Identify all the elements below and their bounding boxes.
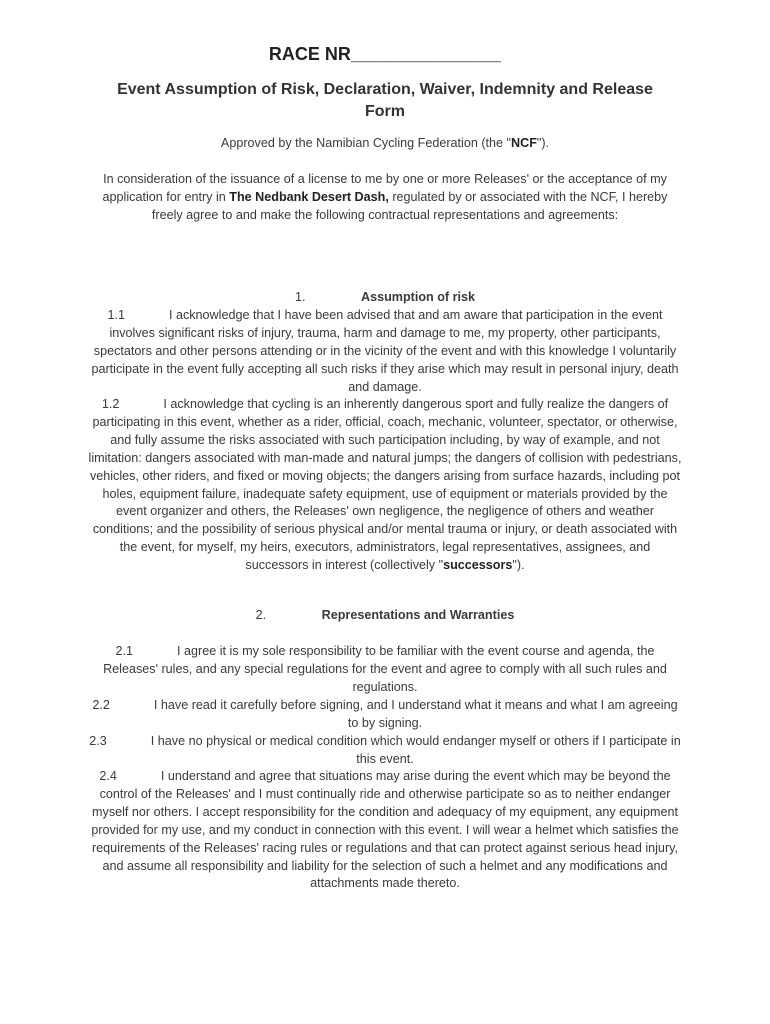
paragraph-number: 2.2 xyxy=(92,698,110,712)
paragraph-text: I have read it carefully before signing, and I understand what it means and what I am agreeing to by signing. xyxy=(153,698,678,730)
intro-paragraph xyxy=(100,170,670,224)
paragraph-2-4 xyxy=(88,768,682,893)
paragraph-number: 2.1 xyxy=(115,644,134,658)
section-2-title: Representations and Warranties xyxy=(321,608,515,622)
paragraph-2-1 xyxy=(88,643,682,697)
race-number-line: RACE NR_______________ xyxy=(268,44,502,64)
paragraph-1-2 xyxy=(88,396,682,575)
form-title: Event Assumption of Risk, Declaration, Waiver, Indemnity and Release Form xyxy=(117,81,653,120)
section-1-heading xyxy=(60,290,710,304)
section-2-heading xyxy=(60,608,710,622)
paragraph-text: I acknowledge that cycling is an inherently dangerous sport and fully realize the dangers of participating in this event, whether as a rider, official, coach, mechanic, volunteer, spectator, or otherwise, and fully assume the risks associated with such participation including, by way of example, and not limitation: dangers associated with man-made and natural jumps; the dangers of collision with pedestrians, vehicles, other riders, and fixed or moving objects; the dangers arising from surface hazards, including pot holes, equipment failure, inadequate safety equipment, use of equipment or materials provided by the event organizer and others, the Releases' own negligence, the negligence of others and weather conditions; and the possibility of serious physical and/or mental trauma or injury, or death associated with the event, for myself, my heirs, executors, administrators, legal representatives, assignees, and successors in interest (collectively " xyxy=(88,397,682,573)
paragraph-2-2 xyxy=(88,697,682,733)
approval-bold: NCF xyxy=(511,136,537,150)
paragraph-1-1 xyxy=(88,307,682,397)
section-1-number: 1. xyxy=(294,290,306,304)
paragraph-number: 1.2 xyxy=(101,397,120,411)
successors-term: successors xyxy=(443,558,513,573)
paragraph-number: 2.4 xyxy=(99,769,117,783)
paragraph-2-3 xyxy=(88,733,682,769)
paragraph-text: I understand and agree that situations may arise during the event which may be beyond the control of the Releases' and I must continually ride and otherwise participate so as to neither endanger myself nor others. I accept responsibility for the condition and adequacy of my equipment, any equipment provided for my use, and my conduct in connection with this event. I will wear a helmet which satisfies the requirements of the Releases' racing rules or regulations and that can protect against serious head injury, and assume all responsibility and liability for the selection of such a helmet and any modifications and attachments made thereto. xyxy=(91,769,679,891)
approval-prefix: Approved by the Namibian Cycling Federation (the " xyxy=(220,136,512,150)
intro-event-name: The Nedbank Desert Dash, xyxy=(229,190,389,204)
paragraph-text: I have no physical or medical condition which would endanger myself or others if I participate in this event. xyxy=(150,734,681,766)
intro-suffix: regulated by or associated with the NCF, I hereby freely agree to and make the following contractual representations and agreements: xyxy=(151,190,668,222)
approval-suffix: "). xyxy=(536,136,550,150)
paragraph-number: 2.3 xyxy=(89,734,107,748)
paragraph-text: I agree it is my sole responsibility to be familiar with the event course and agenda, the Releases' rules, and any special regulations for the event and agree to comply with all such rules and regulations. xyxy=(103,644,667,694)
section-2-number: 2. xyxy=(255,608,267,622)
paragraph-end: "). xyxy=(512,558,525,573)
paragraph-text: I acknowledge that I have been advised that and am aware that participation in the event involves significant risks of injury, trauma, harm and damage to me, my property, other participants, spectators and other persons attending or in the vicinity of the event and with this knowledge I voluntarily participate in the event fully accepting all such risks if they arise which may result in personal injury, death and damage. xyxy=(91,308,679,394)
approval-line xyxy=(60,136,710,150)
section-1-title: Assumption of risk xyxy=(360,290,476,304)
paragraph-number: 1.1 xyxy=(107,308,125,322)
intro-prefix: In consideration of the issuance of a license to me by one or more Releases' or the acceptance of my application for entry in xyxy=(102,172,667,204)
